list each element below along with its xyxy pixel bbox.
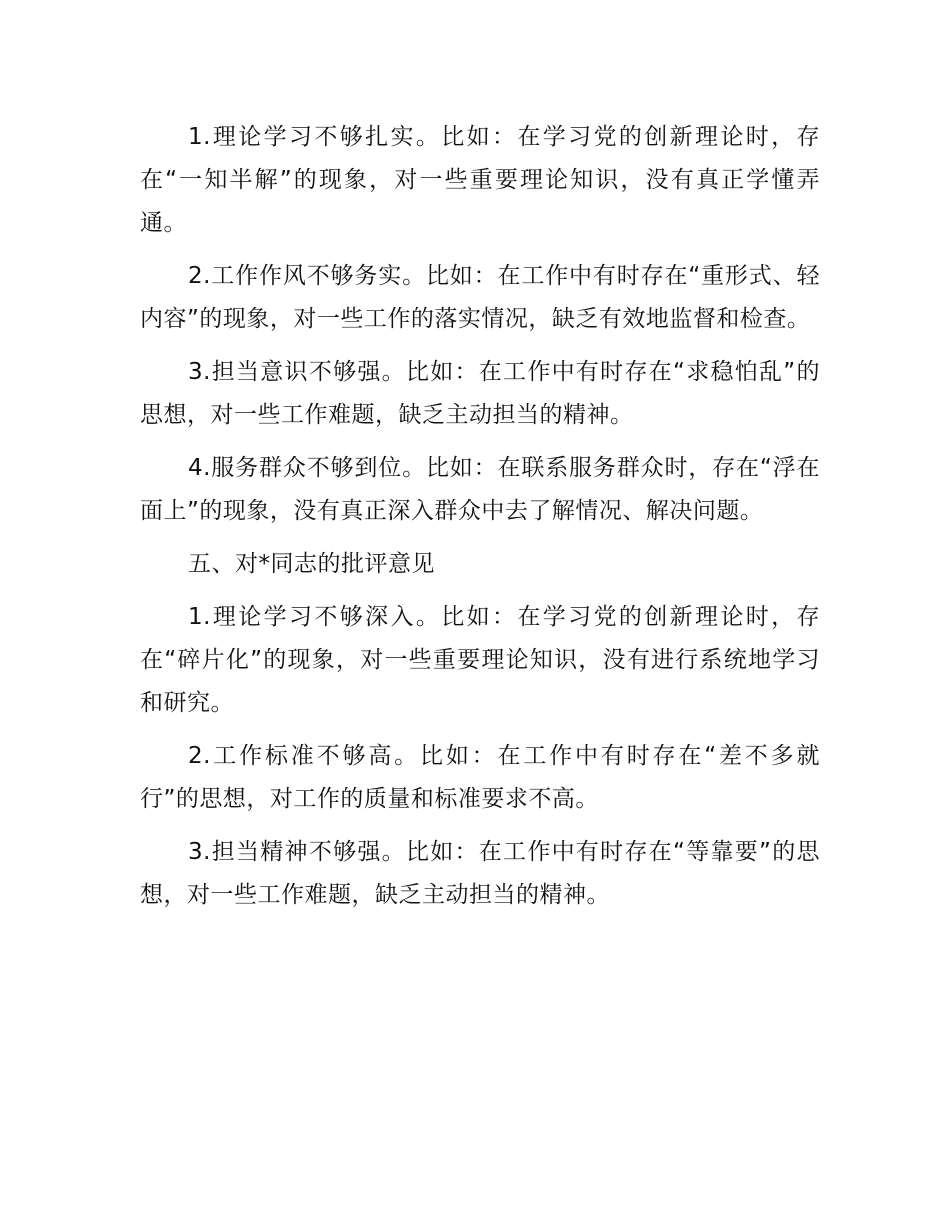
paragraph-theory-study: 1.理论学习不够扎实。比如：在学习党的创新理论时，存在“一知半解”的现象，对一些重要理论知识，没有真正学懂弄通。 — [140, 124, 820, 236]
paragraph-work-style: 2.工作作风不够务实。比如：在工作中有时存在“重形式、轻内容”的现象，对一些工作的落实情况，缺乏有效地监督和检查。 — [140, 263, 820, 332]
paragraph-responsibility: 3.担当意识不够强。比如：在工作中有时存在“求稳怕乱”的思想，对一些工作难题，缺乏主动担当的精神。 — [140, 359, 820, 428]
section-heading-criticism: 五、对*同志的批评意见 — [188, 551, 435, 577]
paragraph-work-standard: 2.工作标准不够高。比如：在工作中有时存在“差不多就行”的思想，对工作的质量和标准要求不高。 — [140, 743, 820, 812]
paragraph-theory-depth: 1.理论学习不够深入。比如：在学习党的创新理论时，存在“碎片化”的现象，对一些重要理论知识，没有进行系统地学习和研究。 — [140, 604, 820, 716]
paragraph-serving-masses: 4.服务群众不够到位。比如：在联系服务群众时，存在“浮在面上”的现象，没有真正深入群众中去了解情况、解决问题。 — [140, 455, 820, 524]
document-body — [140, 116, 820, 927]
paragraph-responsibility-spirit: 3.担当精神不够强。比如：在工作中有时存在“等靠要”的思想，对一些工作难题，缺乏主动担当的精神。 — [140, 839, 820, 908]
